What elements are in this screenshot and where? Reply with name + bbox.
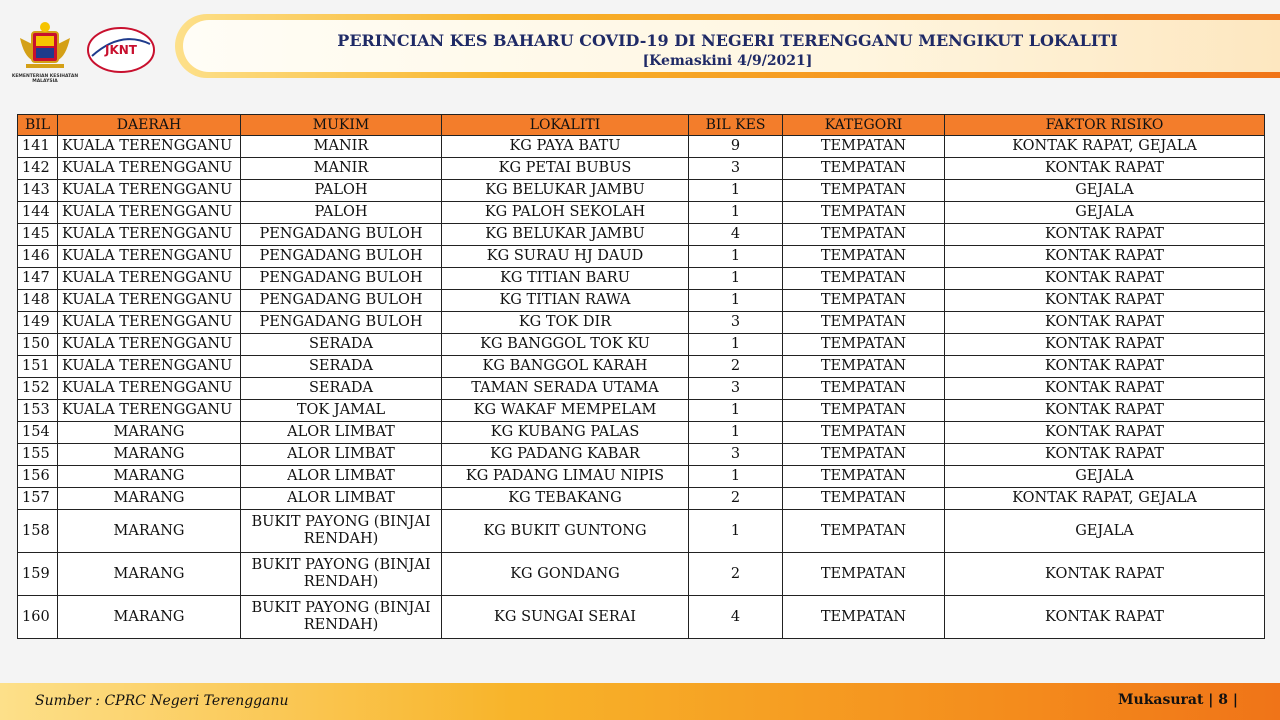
cell-daerah: KUALA TERENGGANU bbox=[58, 268, 241, 290]
header-mukim: MUKIM bbox=[241, 115, 442, 136]
cell-faktor-risiko: GEJALA bbox=[945, 180, 1265, 202]
cell-bil-kes: 1 bbox=[689, 290, 783, 312]
table-row bbox=[18, 312, 1265, 334]
cell-bil: 146 bbox=[18, 246, 58, 268]
cell-daerah: KUALA TERENGGANU bbox=[58, 224, 241, 246]
cell-bil: 153 bbox=[18, 400, 58, 422]
cell-bil-kes: 1 bbox=[689, 466, 783, 488]
table-row bbox=[18, 158, 1265, 180]
cell-faktor-risiko: KONTAK RAPAT bbox=[945, 268, 1265, 290]
cell-kategori: TEMPATAN bbox=[783, 510, 945, 553]
cell-kategori: TEMPATAN bbox=[783, 488, 945, 510]
cell-kategori: TEMPATAN bbox=[783, 246, 945, 268]
cell-bil-kes: 2 bbox=[689, 356, 783, 378]
table-row bbox=[18, 422, 1265, 444]
cell-mukim: PENGADANG BULOH bbox=[241, 312, 442, 334]
cell-lokaliti: KG PADANG KABAR bbox=[442, 444, 689, 466]
cell-kategori: TEMPATAN bbox=[783, 444, 945, 466]
cell-lokaliti: TAMAN SERADA UTAMA bbox=[442, 378, 689, 400]
cell-faktor-risiko: KONTAK RAPAT, GEJALA bbox=[945, 488, 1265, 510]
cell-faktor-risiko: KONTAK RAPAT bbox=[945, 246, 1265, 268]
cell-mukim: MANIR bbox=[241, 136, 442, 158]
cell-bil-kes: 1 bbox=[689, 202, 783, 224]
cell-bil: 156 bbox=[18, 466, 58, 488]
jknt-logo bbox=[86, 26, 156, 74]
ministry-caption: KEMENTERIAN KESIHATAN MALAYSIA bbox=[11, 74, 79, 84]
cell-daerah: MARANG bbox=[58, 466, 241, 488]
cell-bil: 142 bbox=[18, 158, 58, 180]
cell-faktor-risiko: KONTAK RAPAT bbox=[945, 596, 1265, 639]
cell-kategori: TEMPATAN bbox=[783, 466, 945, 488]
cell-faktor-risiko: KONTAK RAPAT bbox=[945, 158, 1265, 180]
table-row bbox=[18, 356, 1265, 378]
cell-lokaliti: KG BANGGOL KARAH bbox=[442, 356, 689, 378]
cell-bil: 141 bbox=[18, 136, 58, 158]
cell-mukim: ALOR LIMBAT bbox=[241, 466, 442, 488]
table-row bbox=[18, 553, 1265, 596]
cell-lokaliti: KG BELUKAR JAMBU bbox=[442, 180, 689, 202]
cell-mukim: ALOR LIMBAT bbox=[241, 422, 442, 444]
jknt-logo-text: JKNT bbox=[105, 43, 137, 57]
cell-mukim: PALOH bbox=[241, 202, 442, 224]
cell-kategori: TEMPATAN bbox=[783, 378, 945, 400]
cell-daerah: MARANG bbox=[58, 553, 241, 596]
page-title: PERINCIAN KES BAHARU COVID-19 DI NEGERI TERENGGANU MENGIKUT LOKALITI bbox=[337, 31, 1118, 50]
cell-daerah: MARANG bbox=[58, 444, 241, 466]
cell-daerah: MARANG bbox=[58, 488, 241, 510]
cell-bil: 152 bbox=[18, 378, 58, 400]
cell-bil: 145 bbox=[18, 224, 58, 246]
cell-daerah: KUALA TERENGGANU bbox=[58, 356, 241, 378]
table-body bbox=[18, 136, 1265, 639]
cell-kategori: TEMPATAN bbox=[783, 334, 945, 356]
cell-lokaliti: KG TOK DIR bbox=[442, 312, 689, 334]
cell-daerah: KUALA TERENGGANU bbox=[58, 158, 241, 180]
header-bil: BIL bbox=[18, 115, 58, 136]
cell-faktor-risiko: KONTAK RAPAT bbox=[945, 334, 1265, 356]
page-subtitle: [Kemaskini 4/9/2021] bbox=[642, 53, 813, 69]
cell-bil-kes: 1 bbox=[689, 180, 783, 202]
cell-daerah: KUALA TERENGGANU bbox=[58, 180, 241, 202]
cell-kategori: TEMPATAN bbox=[783, 158, 945, 180]
cell-bil: 150 bbox=[18, 334, 58, 356]
cell-lokaliti: KG PALOH SEKOLAH bbox=[442, 202, 689, 224]
cell-faktor-risiko: GEJALA bbox=[945, 510, 1265, 553]
cell-mukim: SERADA bbox=[241, 356, 442, 378]
cell-kategori: TEMPATAN bbox=[783, 312, 945, 334]
cell-bil: 149 bbox=[18, 312, 58, 334]
cell-lokaliti: KG PETAI BUBUS bbox=[442, 158, 689, 180]
header-bil-kes: BIL KES bbox=[689, 115, 783, 136]
cell-faktor-risiko: KONTAK RAPAT bbox=[945, 290, 1265, 312]
cell-kategori: TEMPATAN bbox=[783, 553, 945, 596]
cell-kategori: TEMPATAN bbox=[783, 224, 945, 246]
cell-bil: 151 bbox=[18, 356, 58, 378]
cell-faktor-risiko: KONTAK RAPAT bbox=[945, 356, 1265, 378]
cell-mukim: BUKIT PAYONG (BINJAI RENDAH) bbox=[241, 510, 442, 553]
cell-kategori: TEMPATAN bbox=[783, 596, 945, 639]
cell-kategori: TEMPATAN bbox=[783, 290, 945, 312]
table-row bbox=[18, 180, 1265, 202]
table-row bbox=[18, 444, 1265, 466]
cell-lokaliti: KG BUKIT GUNTONG bbox=[442, 510, 689, 553]
cell-kategori: TEMPATAN bbox=[783, 180, 945, 202]
cell-lokaliti: KG TITIAN BARU bbox=[442, 268, 689, 290]
source-note: Sumber : CPRC Negeri Terengganu bbox=[35, 693, 289, 709]
cell-kategori: TEMPATAN bbox=[783, 202, 945, 224]
cell-mukim: MANIR bbox=[241, 158, 442, 180]
table-row bbox=[18, 334, 1265, 356]
cell-daerah: KUALA TERENGGANU bbox=[58, 202, 241, 224]
cell-daerah: MARANG bbox=[58, 422, 241, 444]
cell-bil-kes: 3 bbox=[689, 378, 783, 400]
cell-mukim: PALOH bbox=[241, 180, 442, 202]
table-row bbox=[18, 246, 1265, 268]
cell-mukim: SERADA bbox=[241, 378, 442, 400]
cell-bil-kes: 3 bbox=[689, 312, 783, 334]
cell-bil-kes: 1 bbox=[689, 268, 783, 290]
cell-bil-kes: 3 bbox=[689, 158, 783, 180]
cell-bil: 143 bbox=[18, 180, 58, 202]
header-kategori: KATEGORI bbox=[783, 115, 945, 136]
cell-bil: 155 bbox=[18, 444, 58, 466]
cell-bil: 160 bbox=[18, 596, 58, 639]
cell-faktor-risiko: KONTAK RAPAT bbox=[945, 422, 1265, 444]
cell-daerah: KUALA TERENGGANU bbox=[58, 334, 241, 356]
cell-mukim: BUKIT PAYONG (BINJAI RENDAH) bbox=[241, 596, 442, 639]
cell-kategori: TEMPATAN bbox=[783, 422, 945, 444]
cell-bil-kes: 1 bbox=[689, 510, 783, 553]
cell-kategori: TEMPATAN bbox=[783, 268, 945, 290]
cell-bil: 147 bbox=[18, 268, 58, 290]
cell-bil-kes: 3 bbox=[689, 444, 783, 466]
cell-lokaliti: KG GONDANG bbox=[442, 553, 689, 596]
cell-mukim: PENGADANG BULOH bbox=[241, 268, 442, 290]
cell-lokaliti: KG TEBAKANG bbox=[442, 488, 689, 510]
cell-mukim: ALOR LIMBAT bbox=[241, 488, 442, 510]
table-header-row bbox=[18, 115, 1265, 136]
cell-bil-kes: 4 bbox=[689, 596, 783, 639]
cell-daerah: KUALA TERENGGANU bbox=[58, 290, 241, 312]
cell-bil: 157 bbox=[18, 488, 58, 510]
table-row bbox=[18, 224, 1265, 246]
cell-faktor-risiko: KONTAK RAPAT bbox=[945, 224, 1265, 246]
cell-lokaliti: KG PADANG LIMAU NIPIS bbox=[442, 466, 689, 488]
cell-bil-kes: 4 bbox=[689, 224, 783, 246]
cell-faktor-risiko: GEJALA bbox=[945, 466, 1265, 488]
cell-faktor-risiko: KONTAK RAPAT bbox=[945, 444, 1265, 466]
table-row bbox=[18, 510, 1265, 553]
cell-mukim: BUKIT PAYONG (BINJAI RENDAH) bbox=[241, 553, 442, 596]
cell-bil-kes: 9 bbox=[689, 136, 783, 158]
cell-bil: 154 bbox=[18, 422, 58, 444]
cell-bil: 148 bbox=[18, 290, 58, 312]
cell-faktor-risiko: KONTAK RAPAT bbox=[945, 553, 1265, 596]
table-row bbox=[18, 136, 1265, 158]
cell-bil-kes: 2 bbox=[689, 488, 783, 510]
cell-bil-kes: 1 bbox=[689, 422, 783, 444]
header-daerah: DAERAH bbox=[58, 115, 241, 136]
cell-kategori: TEMPATAN bbox=[783, 356, 945, 378]
table-row bbox=[18, 596, 1265, 639]
table-row bbox=[18, 378, 1265, 400]
cell-bil-kes: 1 bbox=[689, 400, 783, 422]
cell-mukim: TOK JAMAL bbox=[241, 400, 442, 422]
page-number: Mukasurat | 8 | bbox=[1118, 692, 1238, 708]
cell-mukim: PENGADANG BULOH bbox=[241, 224, 442, 246]
cell-bil-kes: 2 bbox=[689, 553, 783, 596]
cell-bil: 159 bbox=[18, 553, 58, 596]
table-row bbox=[18, 400, 1265, 422]
cell-bil: 158 bbox=[18, 510, 58, 553]
cell-daerah: KUALA TERENGGANU bbox=[58, 246, 241, 268]
cell-daerah: MARANG bbox=[58, 596, 241, 639]
cell-faktor-risiko: GEJALA bbox=[945, 202, 1265, 224]
header-lokaliti: LOKALITI bbox=[442, 115, 689, 136]
cell-lokaliti: KG WAKAF MEMPELAM bbox=[442, 400, 689, 422]
cell-faktor-risiko: KONTAK RAPAT bbox=[945, 400, 1265, 422]
cell-kategori: TEMPATAN bbox=[783, 400, 945, 422]
cell-mukim: PENGADANG BULOH bbox=[241, 246, 442, 268]
cell-daerah: KUALA TERENGGANU bbox=[58, 378, 241, 400]
cell-kategori: TEMPATAN bbox=[783, 136, 945, 158]
cell-daerah: KUALA TERENGGANU bbox=[58, 312, 241, 334]
cell-mukim: ALOR LIMBAT bbox=[241, 444, 442, 466]
cell-mukim: SERADA bbox=[241, 334, 442, 356]
cases-table bbox=[17, 114, 1265, 639]
cell-lokaliti: KG TITIAN RAWA bbox=[442, 290, 689, 312]
table-row bbox=[18, 290, 1265, 312]
cell-faktor-risiko: KONTAK RAPAT, GEJALA bbox=[945, 136, 1265, 158]
table-row bbox=[18, 268, 1265, 290]
cell-bil-kes: 1 bbox=[689, 246, 783, 268]
cell-lokaliti: KG PAYA BATU bbox=[442, 136, 689, 158]
cell-faktor-risiko: KONTAK RAPAT bbox=[945, 378, 1265, 400]
cell-lokaliti: KG KUBANG PALAS bbox=[442, 422, 689, 444]
table-row bbox=[18, 202, 1265, 224]
cell-lokaliti: KG SUNGAI SERAI bbox=[442, 596, 689, 639]
cell-lokaliti: KG SURAU HJ DAUD bbox=[442, 246, 689, 268]
header-faktor-risiko: FAKTOR RISIKO bbox=[945, 115, 1265, 136]
cell-lokaliti: KG BELUKAR JAMBU bbox=[442, 224, 689, 246]
cell-bil-kes: 1 bbox=[689, 334, 783, 356]
cell-lokaliti: KG BANGGOL TOK KU bbox=[442, 334, 689, 356]
cell-daerah: KUALA TERENGGANU bbox=[58, 400, 241, 422]
cell-daerah: KUALA TERENGGANU bbox=[58, 136, 241, 158]
cell-mukim: PENGADANG BULOH bbox=[241, 290, 442, 312]
cell-bil: 144 bbox=[18, 202, 58, 224]
table-row bbox=[18, 488, 1265, 510]
cell-faktor-risiko: KONTAK RAPAT bbox=[945, 312, 1265, 334]
table-row bbox=[18, 466, 1265, 488]
cell-daerah: MARANG bbox=[58, 510, 241, 553]
